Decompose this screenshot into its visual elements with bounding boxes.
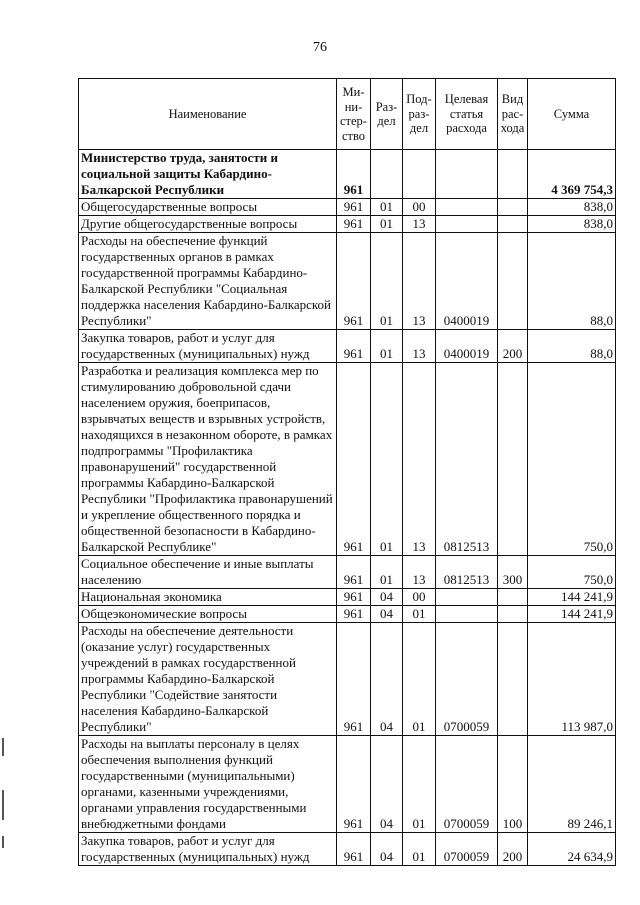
table-row	[79, 199, 616, 216]
cell-subsection: 13	[403, 233, 436, 330]
header-amount: Сумма	[528, 79, 616, 150]
cell-expense-type	[498, 589, 528, 606]
table-row	[79, 589, 616, 606]
budget-table	[78, 78, 616, 866]
cell-amount: 144 241,9	[528, 589, 616, 606]
cell-expense-type	[498, 150, 528, 199]
cell-ministry: 961	[337, 233, 371, 330]
cell-name: Национальная экономика	[79, 589, 337, 606]
cell-expense-type	[498, 623, 528, 736]
cell-subsection: 01	[403, 736, 436, 833]
table-body	[79, 150, 616, 866]
cell-subsection: 13	[403, 556, 436, 589]
cell-subsection: 13	[403, 216, 436, 233]
cell-name: Расходы на обеспечение функций государственных органов в рамках государственной программы Кабардино-Балкарской Республики "Социальная поддержка населения Кабардино-Балкарской Республики"	[79, 233, 337, 330]
cell-section: 04	[371, 589, 403, 606]
cell-name: Общеэкономические вопросы	[79, 606, 337, 623]
table-row	[79, 363, 616, 556]
cell-target: 0812513	[436, 556, 498, 589]
table-row	[79, 330, 616, 363]
header-section: Раз- дел	[371, 79, 403, 150]
cell-expense-type: 200	[498, 833, 528, 866]
cell-expense-type: 100	[498, 736, 528, 833]
cell-ministry: 961	[337, 833, 371, 866]
table-row	[79, 833, 616, 866]
cell-target: 0700059	[436, 623, 498, 736]
cell-subsection: 00	[403, 199, 436, 216]
cell-subsection: 00	[403, 589, 436, 606]
cell-name: Социальное обеспечение и иные выплаты населению	[79, 556, 337, 589]
cell-expense-type	[498, 606, 528, 623]
cell-section	[371, 150, 403, 199]
cell-section: 01	[371, 199, 403, 216]
header-ministry: Ми- ни- стер- ство	[337, 79, 371, 150]
cell-name: Министерство труда, занятости и социальной защиты Кабардино-Балкарской Республики	[79, 150, 337, 199]
cell-section: 01	[371, 363, 403, 556]
header-expense-type: Вид рас- хода	[498, 79, 528, 150]
cell-target: 0700059	[436, 833, 498, 866]
cell-ministry: 961	[337, 606, 371, 623]
cell-ministry: 961	[337, 216, 371, 233]
table-header	[79, 79, 616, 150]
cell-section: 04	[371, 623, 403, 736]
header-name: Наименование	[79, 79, 337, 150]
cell-ministry: 961	[337, 363, 371, 556]
scan-edge-mark	[2, 836, 4, 848]
cell-expense-type: 300	[498, 556, 528, 589]
cell-subsection: 01	[403, 623, 436, 736]
cell-expense-type	[498, 233, 528, 330]
cell-section: 01	[371, 216, 403, 233]
scan-edge-mark	[2, 790, 4, 820]
table-row	[79, 150, 616, 199]
cell-subsection: 01	[403, 833, 436, 866]
cell-expense-type	[498, 363, 528, 556]
cell-ministry: 961	[337, 150, 371, 199]
table-row	[79, 623, 616, 736]
cell-amount: 113 987,0	[528, 623, 616, 736]
cell-subsection: 13	[403, 363, 436, 556]
cell-name: Расходы на обеспечение деятельности (оказание услуг) государственных учреждений в рамках государственной программы Кабардино-Балкарской Республики "Содействие занятости населения Кабардино-Балкарской Республики"	[79, 623, 337, 736]
cell-amount: 88,0	[528, 233, 616, 330]
cell-ministry: 961	[337, 199, 371, 216]
cell-expense-type: 200	[498, 330, 528, 363]
cell-subsection	[403, 150, 436, 199]
cell-target: 0400019	[436, 233, 498, 330]
cell-name: Закупка товаров, работ и услуг для государственных (муниципальных) нужд	[79, 330, 337, 363]
cell-amount: 88,0	[528, 330, 616, 363]
cell-target	[436, 589, 498, 606]
cell-amount: 750,0	[528, 556, 616, 589]
cell-ministry: 961	[337, 556, 371, 589]
cell-ministry: 961	[337, 330, 371, 363]
cell-subsection: 13	[403, 330, 436, 363]
cell-subsection: 01	[403, 606, 436, 623]
cell-expense-type	[498, 216, 528, 233]
cell-name: Разработка и реализация комплекса мер по стимулированию добровольной сдачи населением оружия, боеприпасов, взрывчатых веществ и взрывных устройств, находящихся в незаконном обороте, в рамках подпрограммы "Профилактика правонарушений" государственной программы Кабардино-Балкарской Республики "Профилактика правонарушений и укрепление общественного порядка и общественной безопасности в Кабардино-Балкарской Республике"	[79, 363, 337, 556]
cell-target	[436, 216, 498, 233]
cell-target	[436, 606, 498, 623]
table-row	[79, 606, 616, 623]
cell-amount: 144 241,9	[528, 606, 616, 623]
cell-name: Закупка товаров, работ и услуг для государственных (муниципальных) нужд	[79, 833, 337, 866]
cell-amount: 89 246,1	[528, 736, 616, 833]
header-subsection: Под- раз- дел	[403, 79, 436, 150]
cell-target	[436, 199, 498, 216]
cell-name: Общегосударственные вопросы	[79, 199, 337, 216]
header-target: Целевая статья расхода	[436, 79, 498, 150]
cell-section: 04	[371, 606, 403, 623]
scan-edge-mark	[2, 738, 4, 756]
cell-section: 01	[371, 233, 403, 330]
page-number: 76	[313, 40, 327, 55]
table-row	[79, 233, 616, 330]
cell-ministry: 961	[337, 623, 371, 736]
cell-expense-type	[498, 199, 528, 216]
cell-target	[436, 150, 498, 199]
cell-amount: 750,0	[528, 363, 616, 556]
cell-section: 01	[371, 330, 403, 363]
cell-name: Расходы на выплаты персоналу в целях обеспечения выполнения функций государственными (муниципальными) органами, казенными учреждениями, органами управления государственными внебюджетными фондами	[79, 736, 337, 833]
cell-ministry: 961	[337, 589, 371, 606]
cell-amount: 24 634,9	[528, 833, 616, 866]
cell-target: 0400019	[436, 330, 498, 363]
cell-section: 04	[371, 736, 403, 833]
table-row	[79, 736, 616, 833]
cell-target: 0700059	[436, 736, 498, 833]
table-row	[79, 556, 616, 589]
cell-amount: 4 369 754,3	[528, 150, 616, 199]
cell-ministry: 961	[337, 736, 371, 833]
cell-amount: 838,0	[528, 199, 616, 216]
table-row	[79, 216, 616, 233]
cell-section: 01	[371, 556, 403, 589]
cell-section: 04	[371, 833, 403, 866]
cell-name: Другие общегосударственные вопросы	[79, 216, 337, 233]
header-row	[79, 79, 616, 150]
cell-amount: 838,0	[528, 216, 616, 233]
cell-target: 0812513	[436, 363, 498, 556]
